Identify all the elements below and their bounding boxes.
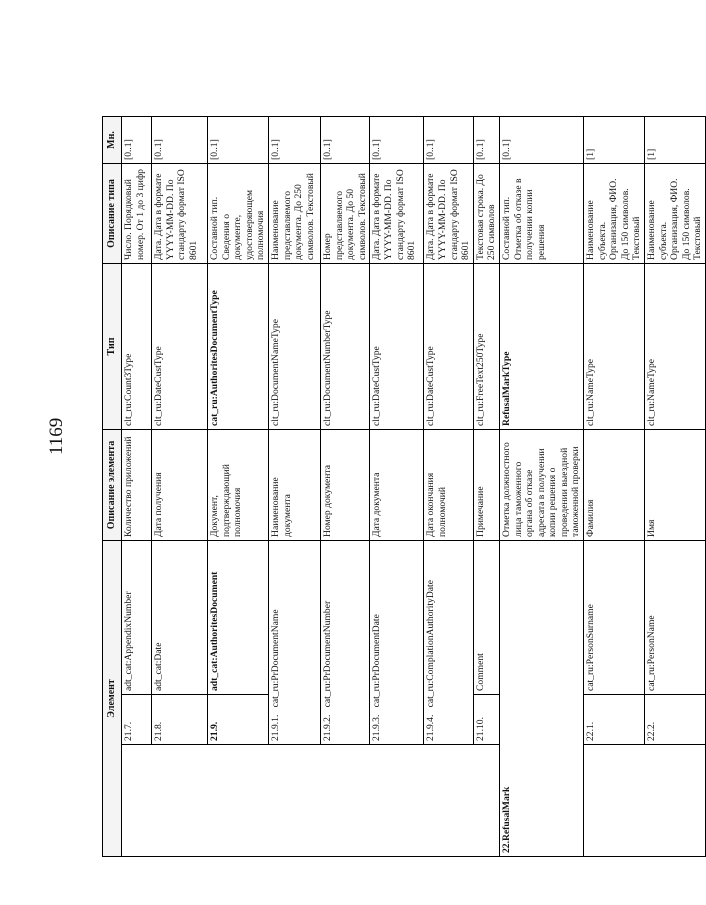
row-number: 21.10. — [473, 695, 499, 745]
table-row — [584, 116, 645, 856]
row-type-desc: Наименование субъекта. Организация, ФИО. До 150 символов. Текстовый — [645, 163, 706, 263]
row-element-desc: Дата документа — [370, 429, 424, 540]
row-type: RefusalMarkType — [499, 263, 583, 429]
row-element-desc: Отметка должностного лица таможенного органа об отказе адресата в получении копии решения о проведении выездной таможенной проверки — [499, 429, 583, 540]
row-element-name: cat_ru:PrDocumentNumber — [321, 600, 333, 708]
row-element: Comment — [473, 540, 499, 694]
row-element — [320, 540, 369, 744]
indent-cell — [424, 745, 473, 857]
header-element-desc: Описание элемента — [103, 429, 122, 540]
indent-cell — [473, 745, 499, 857]
row-number: 21.9.2. — [321, 714, 333, 741]
row-number: 22.2. — [645, 695, 706, 745]
spec-table — [102, 116, 706, 857]
indent-cell — [152, 745, 208, 857]
row-number: 21.9.1. — [269, 714, 281, 741]
row-type-desc: Наименование субъекта. Организация, ФИО. До 150 символов. Текстовый — [584, 163, 645, 263]
header-mult: Мн. — [103, 116, 122, 163]
row-element: adt_cat:Date — [152, 540, 208, 694]
row-element-desc: Фамилия — [584, 429, 645, 540]
row-element-name: RefusalMark — [500, 786, 512, 841]
indent-cell — [208, 745, 269, 857]
row-type-desc: Номер представляемого документа. До 50 символов. Текстовый — [320, 163, 369, 263]
row-mult: [0..1] — [473, 116, 499, 163]
row-element: cat_ru:PersonName — [645, 540, 706, 694]
row-type-desc: Составной тип. Сведения о документе, удостоверяющем полномочия — [208, 163, 269, 263]
row-element-name: cat_ru:PrDocumentName — [269, 609, 281, 708]
row-mult: [0..1] — [122, 116, 152, 163]
table-row — [208, 116, 269, 856]
row-element — [424, 540, 473, 744]
row-mult: [0..1] — [499, 116, 583, 163]
indent-cell — [645, 745, 706, 857]
row-element-desc: Документ, подтверждающий полномочия — [208, 429, 269, 540]
row-type: clt_ru:DateCustType — [370, 263, 424, 429]
row-element: cat_ru:PersonSurname — [584, 540, 645, 694]
header-type-desc: Описание типа — [103, 163, 122, 263]
row-element: adt_cat:AppendixNumber — [122, 540, 152, 694]
row-type: clt_ru:DocumentNumberType — [320, 263, 369, 429]
indent-cell — [584, 745, 645, 857]
row-mult: [1] — [584, 116, 645, 163]
row-type: clt_ru:FreeText250Type — [473, 263, 499, 429]
row-type: clt_ru:NameType — [584, 263, 645, 429]
table-row — [370, 116, 424, 856]
row-mult: [0..1] — [152, 116, 208, 163]
row-type-desc: Дата. Дата в формате YYYY-MM-DD. По стандарту формат ISO 8601 — [152, 163, 208, 263]
indent-cell — [268, 745, 320, 857]
row-number: 21.9.3. — [371, 714, 383, 741]
row-type-desc: Наименование представляемого документа. До 250 символов. Текстовый — [268, 163, 320, 263]
row-mult: [0..1] — [370, 116, 424, 163]
row-mult: [0..1] — [208, 116, 269, 163]
row-element-name: cat_ru:PrDocumentDate — [371, 614, 383, 708]
row-type: cat_ru:AuthoritesDocumentType — [208, 263, 269, 429]
row-type-desc: Составной тип. Отметка об отказе в получении копии решения — [499, 163, 583, 263]
row-element-desc: Имя — [645, 429, 706, 540]
table-row — [645, 116, 706, 856]
page-number: 1169 — [46, 417, 67, 455]
row-number: 21.8. — [152, 695, 208, 745]
row-element-desc: Дата окончания полномочий — [424, 429, 473, 540]
table-row — [320, 116, 369, 856]
row-type: clt_ru:DocumentNameType — [268, 263, 320, 429]
document-sheet — [102, 117, 704, 857]
table-row — [473, 116, 499, 856]
row-type-desc: Текстовая строка. До 250 символов — [473, 163, 499, 263]
table-row — [152, 116, 208, 856]
table-row — [122, 116, 152, 856]
row-element-name: cat_ru:ComplationAuthorityDate — [425, 580, 437, 708]
row-mult: [1] — [645, 116, 706, 163]
row-element-desc: Дата получения — [152, 429, 208, 540]
row-type-desc: Число. Порядковый номер. От 1 до 3 цифр — [122, 163, 152, 263]
row-mult: [0..1] — [268, 116, 320, 163]
row-element-desc: Примечание — [473, 429, 499, 540]
row-element — [370, 540, 424, 744]
table-row — [424, 116, 473, 856]
row-type-desc: Дата. Дата в формате YYYY-MM-DD. По стандарту формат ISO 8601 — [424, 163, 473, 263]
row-number: 21.7. — [122, 695, 152, 745]
header-type: Тип — [103, 263, 122, 429]
indent-cell — [122, 745, 152, 857]
row-mult: [0..1] — [320, 116, 369, 163]
row-element-desc: Количество приложений — [122, 429, 152, 540]
indent-cell — [320, 745, 369, 857]
row-type: clt_ru:Count3Type — [122, 263, 152, 429]
header-element: Элемент — [103, 540, 122, 856]
row-number: 21.9. — [208, 695, 269, 745]
row-number: 21.9.4. — [425, 714, 437, 741]
indent-cell — [370, 745, 424, 857]
row-type: clt_ru:DateCustType — [152, 263, 208, 429]
row-element: adt_cat:AuthoritesDocument — [208, 540, 269, 694]
row-number: 22.1. — [584, 695, 645, 745]
table-row — [268, 116, 320, 856]
table-header-row — [103, 116, 122, 856]
row-type: clt_ru:NameType — [645, 263, 706, 429]
row-element — [268, 540, 320, 744]
row-number: 22. — [500, 841, 512, 853]
row-type-desc: Дата. Дата в формате YYYY-MM-DD. По стандарту формат ISO 8601 — [370, 163, 424, 263]
row-element — [499, 540, 583, 856]
table-row — [499, 116, 583, 856]
row-element-desc: Номер документа — [320, 429, 369, 540]
row-type: clt_ru:DateCustType — [424, 263, 473, 429]
row-element-desc: Наименование документа — [268, 429, 320, 540]
row-mult: [0..1] — [424, 116, 473, 163]
